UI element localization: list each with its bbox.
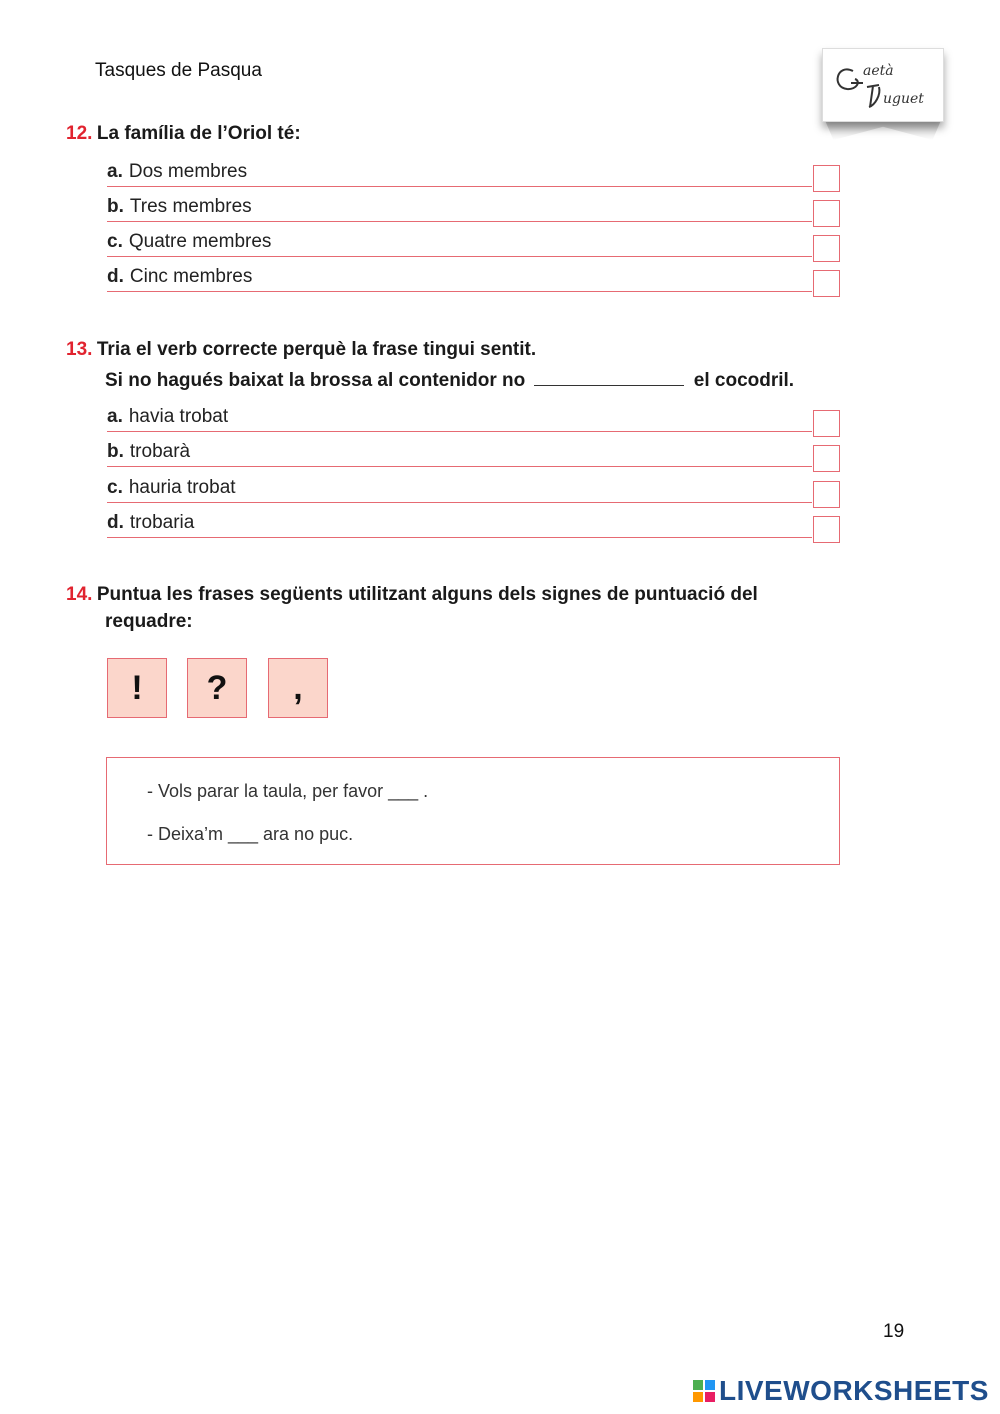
sentence-1[interactable]: - Vols parar la taula, per favor ___ .	[147, 781, 429, 801]
option-underline	[107, 466, 812, 467]
option-underline	[107, 537, 812, 538]
answer-checkbox[interactable]	[813, 445, 840, 472]
sentence-start: Si no hagués baixat la brossa al contenidor no	[105, 370, 526, 391]
question-number: 12.	[66, 123, 93, 144]
question-text-continued: requadre:	[105, 611, 193, 632]
sign-exclamation: !	[107, 658, 167, 718]
question-text: Tria el verb correcte perquè la frase tingui sentit.	[96, 339, 537, 360]
answer-checkbox[interactable]	[813, 165, 840, 192]
option-text: trobaria	[129, 512, 195, 533]
sentence-end: el cocodril.	[693, 370, 795, 391]
brand-name: LIVEWORKSHEETS	[719, 1375, 989, 1406]
question-number: 14.	[66, 584, 93, 605]
option-text: hauria trobat	[128, 477, 236, 498]
question-text: La família de l’Oriol té:	[96, 123, 301, 144]
answer-checkbox[interactable]	[813, 481, 840, 508]
answer-checkbox[interactable]	[813, 200, 840, 227]
blank-line[interactable]	[534, 385, 684, 386]
option-letter: c.	[107, 231, 123, 252]
question-13-title	[66, 339, 536, 361]
question-12-title	[66, 123, 301, 145]
option-underline	[107, 186, 812, 187]
option-underline	[107, 291, 812, 292]
q13-option-a	[107, 402, 840, 432]
option-letter: d.	[107, 512, 124, 533]
q12-option-c	[107, 227, 840, 257]
svg-text:aetà: aetà	[863, 63, 894, 79]
option-text: trobarà	[129, 441, 191, 462]
answer-checkbox[interactable]	[813, 270, 840, 297]
option-text: Cinc membres	[129, 266, 253, 287]
q13-option-b	[107, 437, 840, 467]
option-letter: b.	[107, 441, 124, 462]
option-letter: a.	[107, 406, 123, 427]
q12-option-b	[107, 192, 840, 222]
option-letter: d.	[107, 266, 124, 287]
liveworksheets-logo	[693, 1375, 989, 1407]
question-text: Puntua les frases següents utilitzant alguns dels signes de puntuació del	[96, 584, 758, 605]
option-text: havia trobat	[128, 406, 229, 427]
page-header-title: Tasques de Pasqua	[95, 60, 262, 81]
signature-logo-icon	[823, 49, 943, 121]
sentence-2[interactable]: - Deixa’m ___ ara no puc.	[147, 824, 354, 844]
sentences-box	[106, 757, 840, 865]
option-underline	[107, 502, 812, 503]
question-number: 13.	[66, 339, 93, 360]
option-underline	[107, 256, 812, 257]
svg-text:uguet: uguet	[883, 91, 924, 107]
answer-checkbox[interactable]	[813, 235, 840, 262]
question-14-title	[66, 584, 758, 606]
sign-question: ?	[187, 658, 247, 718]
option-text: Dos membres	[128, 161, 248, 182]
option-letter: c.	[107, 477, 123, 498]
q13-option-c	[107, 473, 840, 503]
option-letter: b.	[107, 196, 124, 217]
option-text: Tres membres	[129, 196, 252, 217]
sign-comma: ,	[268, 658, 328, 718]
option-underline	[107, 431, 812, 432]
author-logo	[822, 48, 944, 122]
page-number: 19	[883, 1321, 905, 1342]
q13-option-d	[107, 508, 840, 538]
answer-checkbox[interactable]	[813, 516, 840, 543]
option-underline	[107, 221, 812, 222]
liveworksheets-icon	[693, 1380, 715, 1402]
q12-option-d	[107, 262, 840, 292]
q13-sentence	[105, 370, 840, 392]
answer-checkbox[interactable]	[813, 410, 840, 437]
q12-option-a	[107, 157, 840, 187]
option-text: Quatre membres	[128, 231, 272, 252]
option-letter: a.	[107, 161, 123, 182]
